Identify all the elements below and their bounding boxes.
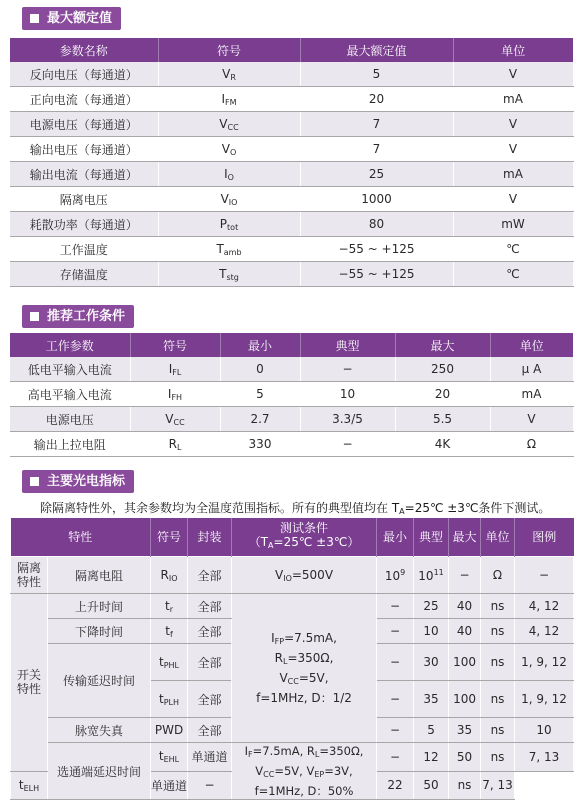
- table-header-row: [10, 333, 573, 357]
- symbol: $t_r$: [151, 594, 188, 619]
- symbol: $I_O$: [158, 162, 300, 187]
- symbol: PWD: [151, 718, 188, 743]
- param-name: 隔离电压: [10, 187, 158, 212]
- typ: 22: [377, 771, 414, 800]
- max: −: [449, 557, 481, 594]
- header-max: 最大: [395, 333, 490, 357]
- table-row: [10, 262, 573, 287]
- package: 单通道: [188, 743, 232, 772]
- param-name: 上升时间: [48, 594, 151, 619]
- param-name: 传输延迟时间: [48, 644, 151, 718]
- typ: 35: [414, 681, 449, 718]
- param-name: 低电平输入电流: [10, 357, 130, 382]
- unit: V: [453, 187, 573, 212]
- recommended-conditions-table: [10, 333, 574, 457]
- symbol: $V_O$: [158, 137, 300, 162]
- min: −: [188, 771, 232, 800]
- package: 全部: [188, 557, 232, 594]
- symbol: $I_{FL}$: [130, 357, 220, 382]
- package: 全部: [188, 619, 232, 644]
- max: 50: [449, 743, 481, 772]
- typ: −: [300, 432, 395, 457]
- value: −55 ~ +125: [300, 262, 453, 287]
- max: 5.5: [395, 407, 490, 432]
- param-name: 隔离电阻: [48, 557, 151, 594]
- package: 全部: [188, 644, 232, 681]
- header-max: 最大: [449, 518, 481, 557]
- section-title-max-ratings: [22, 7, 121, 30]
- unit: ns: [481, 681, 515, 718]
- unit: mA: [490, 382, 573, 407]
- max: 50: [414, 771, 449, 800]
- symbol: $t_{PLH}$: [151, 681, 188, 718]
- unit: ns: [449, 771, 481, 800]
- figure: 1, 9, 12: [515, 644, 574, 681]
- header-package: 封装: [188, 518, 232, 557]
- max: 40: [449, 594, 481, 619]
- unit: ℃: [453, 262, 573, 287]
- table-row: [10, 432, 573, 457]
- min: −: [377, 619, 414, 644]
- header-max-rating: 最大额定值: [300, 38, 453, 62]
- electro-optical-specs-table: [10, 518, 574, 800]
- symbol: $t_{PHL}$: [151, 644, 188, 681]
- header-min: 最小: [377, 518, 414, 557]
- group-switching: 开关特性: [11, 594, 48, 772]
- min: −: [377, 743, 414, 772]
- symbol: $P_{tot}$: [158, 212, 300, 237]
- header-min: 最小: [220, 333, 300, 357]
- min: 0: [220, 357, 300, 382]
- header-test-condition: 测试条件 （$T_A=25℃$ ±3℃）: [232, 518, 377, 557]
- param-name: 输出电流（每通道）: [10, 162, 158, 187]
- unit: ns: [481, 619, 515, 644]
- header-unit: 单位: [481, 518, 515, 557]
- typ: −: [300, 357, 395, 382]
- section-title-main-specs: [22, 470, 134, 493]
- table-row: [11, 557, 574, 594]
- table-row: [11, 743, 574, 772]
- test-condition-note: 除隔离特性外，其余参数均为全温度范围指标。所有的典型值均在 $T_A=25℃$ ±3℃条件下测试。: [40, 501, 551, 516]
- symbol: $V_{CC}$: [130, 407, 220, 432]
- typ: 25: [414, 594, 449, 619]
- value: 80: [300, 212, 453, 237]
- section-title-text: 最大额定值: [47, 11, 113, 26]
- value: 1000: [300, 187, 453, 212]
- unit: ℃: [453, 237, 573, 262]
- param-name: 输出电压（每通道）: [10, 137, 158, 162]
- square-icon: [30, 312, 39, 321]
- table-row: [10, 62, 573, 87]
- figure: 4, 12: [515, 594, 574, 619]
- section-title-recommended-conditions: [22, 305, 134, 328]
- min: −: [377, 644, 414, 681]
- symbol: $T_{amb}$: [158, 237, 300, 262]
- max: 250: [395, 357, 490, 382]
- unit: mW: [453, 212, 573, 237]
- param-name: 工作温度: [10, 237, 158, 262]
- figure: 4, 12: [515, 619, 574, 644]
- symbol: $R_L$: [130, 432, 220, 457]
- header-symbol: 符号: [158, 38, 300, 62]
- table-row: [10, 407, 573, 432]
- min: 2.7: [220, 407, 300, 432]
- min: −: [377, 718, 414, 743]
- max: 100: [449, 681, 481, 718]
- value: 20: [300, 87, 453, 112]
- header-param: 工作参数: [10, 333, 130, 357]
- unit: mA: [453, 87, 573, 112]
- value: 25: [300, 162, 453, 187]
- unit: V: [453, 112, 573, 137]
- unit: Ω: [481, 557, 515, 594]
- unit: ns: [481, 644, 515, 681]
- max: 40: [449, 619, 481, 644]
- table-header-row: [10, 38, 573, 62]
- table-row: [10, 382, 573, 407]
- typ: 10: [300, 382, 395, 407]
- param-name: 反向电压（每通道）: [10, 62, 158, 87]
- unit: mA: [453, 162, 573, 187]
- unit: Ω: [490, 432, 573, 457]
- test-condition-common: $I_{FP}=7.5mA$, $R_L=350\Omega$, $V_{CC}=5V$, f=1MHz, D：1/2: [232, 594, 377, 743]
- test-condition: $V_{IO}=500V$: [232, 557, 377, 594]
- test-condition-strobe: $I_F=7.5mA$, $R_L=350\Omega$, $V_{CC}=5V$, $V_{EP}=3V$, f=1MHz, D：50%: [232, 743, 377, 800]
- figure: 1, 9, 12: [515, 681, 574, 718]
- package: 全部: [188, 718, 232, 743]
- param-name: 正向电流（每通道）: [10, 87, 158, 112]
- figure: 7, 13: [515, 743, 574, 772]
- max: 20: [395, 382, 490, 407]
- param-name: 高电平输入电流: [10, 382, 130, 407]
- min: 5: [220, 382, 300, 407]
- header-param-name: 参数名称: [10, 38, 158, 62]
- max: 4K: [395, 432, 490, 457]
- package: 全部: [188, 681, 232, 718]
- header-typ: 典型: [414, 518, 449, 557]
- header-unit: 单位: [490, 333, 573, 357]
- square-icon: [30, 14, 39, 23]
- symbol: $R_{IO}$: [151, 557, 188, 594]
- typ: 12: [414, 743, 449, 772]
- table-row: [10, 187, 573, 212]
- unit: V: [453, 137, 573, 162]
- value: 7: [300, 112, 453, 137]
- symbol: $V_{IO}$: [158, 187, 300, 212]
- max-ratings-table: [10, 38, 574, 287]
- table-row: [10, 212, 573, 237]
- unit: ns: [481, 718, 515, 743]
- param-name: 脉宽失真: [48, 718, 151, 743]
- min: −: [377, 594, 414, 619]
- section-title-text: 推荐工作条件: [47, 309, 126, 324]
- header-typ: 典型: [300, 333, 395, 357]
- min: −: [377, 681, 414, 718]
- unit: μ A: [490, 357, 573, 382]
- symbol: $t_f$: [151, 619, 188, 644]
- param-name: 电源电压: [10, 407, 130, 432]
- value: 7: [300, 137, 453, 162]
- symbol: $t_{ELH}$: [11, 771, 48, 800]
- value: −55 ~ +125: [300, 237, 453, 262]
- symbol: $t_{EHL}$: [151, 743, 188, 772]
- min: 330: [220, 432, 300, 457]
- figure: −: [515, 557, 574, 594]
- unit: ns: [481, 594, 515, 619]
- figure: 10: [515, 718, 574, 743]
- symbol: $T_{stg}$: [158, 262, 300, 287]
- header-symbol: 符号: [151, 518, 188, 557]
- header-characteristic: 特性: [11, 518, 151, 557]
- param-name: 耗散功率（每通道）: [10, 212, 158, 237]
- param-name: 电源电压（每通道）: [10, 112, 158, 137]
- header-unit: 单位: [453, 38, 573, 62]
- unit: V: [490, 407, 573, 432]
- table-row: [10, 162, 573, 187]
- value: 5: [300, 62, 453, 87]
- max: 35: [449, 718, 481, 743]
- table-header-row: [11, 518, 574, 557]
- section-title-text: 主要光电指标: [47, 474, 126, 489]
- typ: 30: [414, 644, 449, 681]
- max: 100: [449, 644, 481, 681]
- typ: 3.3/5: [300, 407, 395, 432]
- symbol: $V_R$: [158, 62, 300, 87]
- table-row: [10, 137, 573, 162]
- min: $10^9$: [377, 557, 414, 594]
- table-row: [10, 357, 573, 382]
- unit: ns: [481, 743, 515, 772]
- figure: 7, 13: [481, 771, 515, 800]
- table-row: [10, 87, 573, 112]
- square-icon: [30, 477, 39, 486]
- table-row: [10, 112, 573, 137]
- typ: 10: [414, 619, 449, 644]
- group-isolation: 隔离特性: [11, 557, 48, 594]
- table-row: [10, 237, 573, 262]
- symbol: $I_{FH}$: [130, 382, 220, 407]
- header-figure: 图例: [515, 518, 574, 557]
- typ: 5: [414, 718, 449, 743]
- symbol: $V_{CC}$: [158, 112, 300, 137]
- param-name: 选通端延迟时间: [48, 743, 151, 800]
- table-row: [11, 594, 574, 619]
- param-name: 下降时间: [48, 619, 151, 644]
- unit: V: [453, 62, 573, 87]
- package: 全部: [188, 594, 232, 619]
- typ: $10^{11}$: [414, 557, 449, 594]
- package: 单通道: [151, 771, 188, 800]
- symbol: $I_{FM}$: [158, 87, 300, 112]
- header-symbol: 符号: [130, 333, 220, 357]
- param-name: 输出上拉电阻: [10, 432, 130, 457]
- param-name: 存储温度: [10, 262, 158, 287]
